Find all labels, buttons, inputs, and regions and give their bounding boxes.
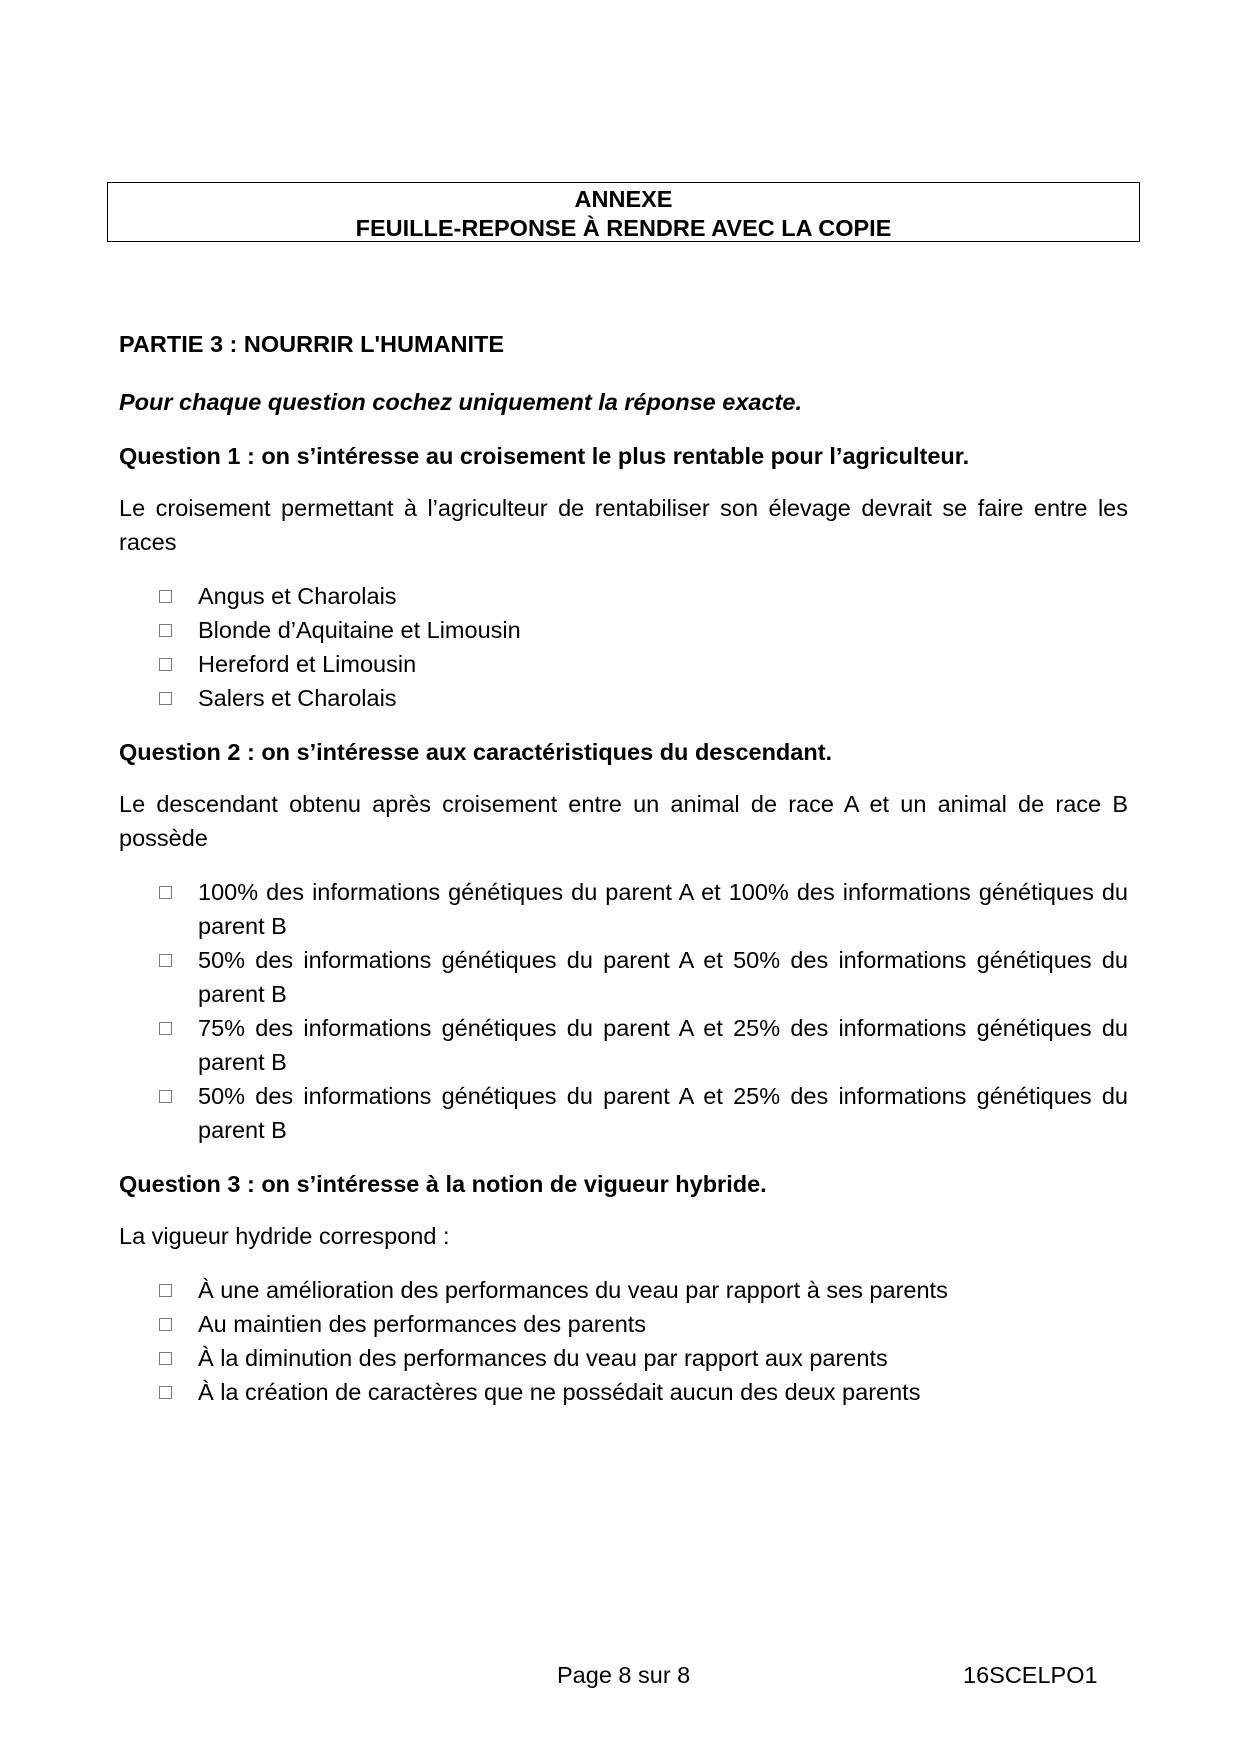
checkbox-icon[interactable]	[159, 692, 172, 705]
part-title: PARTIE 3 : NOURRIR L'HUMANITE	[119, 331, 505, 357]
option-list	[119, 1273, 1128, 1409]
option-label: Angus et Charolais	[198, 583, 397, 609]
option-list	[119, 579, 1128, 715]
answer-sheet-content	[119, 327, 1128, 1409]
question-text: La vigueur hydride correspond :	[119, 1223, 450, 1249]
option-item	[119, 579, 1128, 613]
option-item	[119, 1307, 1128, 1341]
option-item	[119, 647, 1128, 681]
question-title: Question 1 : on s’intéresse au croisement le plus rentable pour l’agriculteur.	[119, 443, 970, 469]
document-code: 16SCELPO1	[963, 1662, 1098, 1688]
checkbox-icon[interactable]	[159, 954, 172, 967]
option-item	[119, 681, 1128, 715]
option-label: Blonde d’Aquitaine et Limousin	[198, 617, 521, 643]
page-number: Page 8 sur 8	[557, 1662, 691, 1688]
option-item	[119, 875, 1128, 943]
checkbox-icon[interactable]	[159, 590, 172, 603]
option-label: 50% des informations génétiques du parent A et 25% des informations génétiques du parent B	[198, 1083, 1128, 1143]
option-label: À la diminution des performances du veau par rapport aux parents	[198, 1345, 888, 1371]
option-label: Salers et Charolais	[198, 685, 397, 711]
option-item	[119, 1273, 1128, 1307]
option-label: Hereford et Limousin	[198, 651, 417, 677]
question-2	[119, 735, 1128, 1147]
checkbox-icon[interactable]	[159, 1386, 172, 1399]
option-item	[119, 1079, 1128, 1147]
instruction: Pour chaque question cochez uniquement la réponse exacte.	[119, 389, 802, 415]
checkbox-icon[interactable]	[159, 1090, 172, 1103]
option-item	[119, 943, 1128, 1011]
annex-subtitle: FEUILLE-REPONSE À RENDRE AVEC LA COPIE	[355, 215, 892, 241]
question-1	[119, 439, 1128, 715]
question-title: Question 3 : on s’intéresse à la notion de vigueur hybride.	[119, 1171, 767, 1197]
question-text: Le descendant obtenu après croisement entre un animal de race A et un animal de race B possède	[119, 791, 1128, 851]
annex-title: ANNEXE	[574, 186, 673, 212]
option-label: 100% des informations génétiques du parent A et 100% des informations génétiques du parent B	[198, 879, 1128, 939]
checkbox-icon[interactable]	[159, 658, 172, 671]
option-item	[119, 1011, 1128, 1079]
option-label: 75% des informations génétiques du parent A et 25% des informations génétiques du parent B	[198, 1015, 1128, 1075]
question-3	[119, 1167, 1128, 1409]
option-item	[119, 613, 1128, 647]
checkbox-icon[interactable]	[159, 1022, 172, 1035]
option-label: À une amélioration des performances du veau par rapport à ses parents	[198, 1277, 948, 1303]
option-list	[119, 875, 1128, 1147]
question-title: Question 2 : on s’intéresse aux caractéristiques du descendant.	[119, 739, 833, 765]
question-text: Le croisement permettant à l’agriculteur de rentabiliser son élevage devrait se faire entre les races	[119, 495, 1128, 555]
checkbox-icon[interactable]	[159, 1284, 172, 1297]
checkbox-icon[interactable]	[159, 1352, 172, 1365]
option-label: 50% des informations génétiques du parent A et 50% des informations génétiques du parent B	[198, 947, 1128, 1007]
option-item	[119, 1375, 1128, 1409]
annex-header-box	[107, 182, 1140, 242]
checkbox-icon[interactable]	[159, 624, 172, 637]
option-label: À la création de caractères que ne possédait aucun des deux parents	[198, 1379, 921, 1405]
checkbox-icon[interactable]	[159, 1318, 172, 1331]
checkbox-icon[interactable]	[159, 886, 172, 899]
option-item	[119, 1341, 1128, 1375]
option-label: Au maintien des performances des parents	[198, 1311, 647, 1337]
